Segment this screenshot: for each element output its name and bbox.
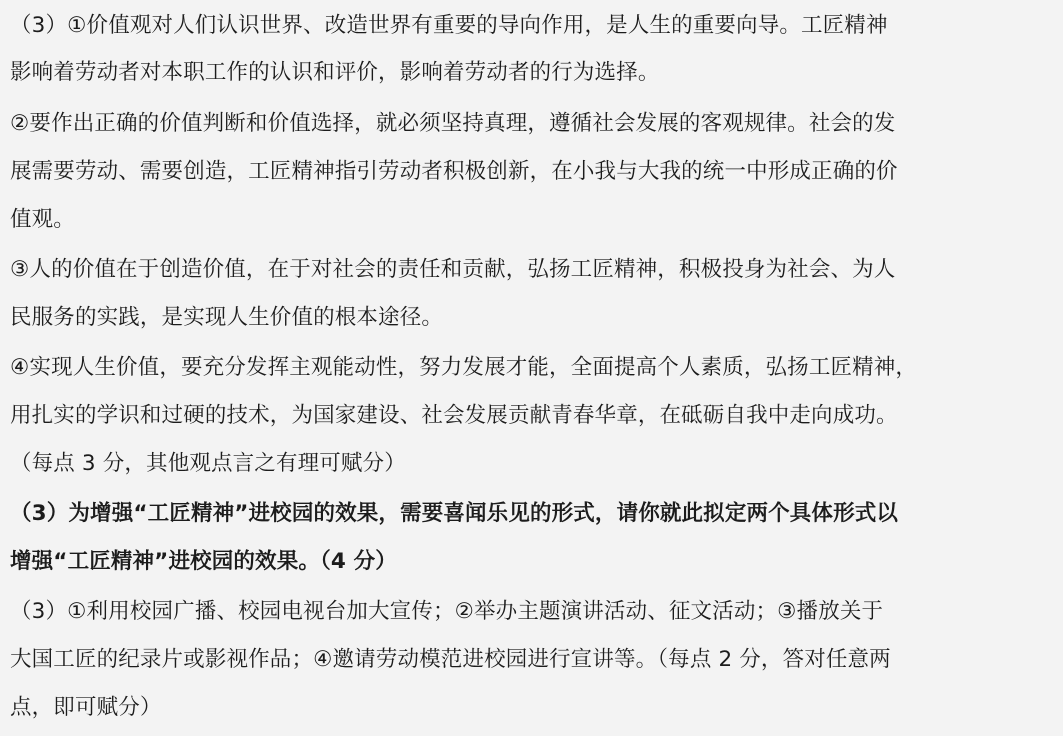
question-3-line-1: （3）为增强“工匠精神”进校园的效果，需要喜闻乐见的形式，请你就此拟定两个具体形式以 bbox=[10, 501, 899, 526]
answer-3-point-4-line-1: ④实现人生价值，要充分发挥主观能动性，努力发展才能，全面提高个人素质，弘扬工匠精神， bbox=[10, 355, 918, 380]
answer-3-point-2-line-1: ②要作出正确的价值判断和价值选择，就必须坚持真理，遵循社会发展的客观规律。社会的发 bbox=[10, 111, 896, 136]
answer-3-second-line-1: （3）①利用校园广播、校园电视台加大宣传；②举办主题演讲活动、征文活动；③播放关于 bbox=[10, 599, 884, 624]
answer-3-point-3-line-1: ③人的价值在于创造价值，在于对社会的责任和贡献，弘扬工匠精神，积极投身为社会、为人 bbox=[10, 257, 896, 282]
answer-3-point-3-line-2: 民服务的实践，是实现人生价值的根本途径。 bbox=[10, 305, 444, 330]
answer-3-second-line-2: 大国工匠的纪录片或影视作品；④邀请劳动模范进校园进行宣讲等。（每点 2 分，答对任意两 bbox=[10, 647, 891, 672]
answer-3-point-4-line-2: 用扎实的学识和过硬的技术，为国家建设、社会发展贡献青春华章，在砥砺自我中走向成功。 bbox=[10, 403, 898, 428]
question-3-line-2: 增强“工匠精神”进校园的效果。（4 分） bbox=[10, 549, 397, 574]
answer-3-point-2-line-2: 展需要劳动、需要创造，工匠精神指引劳动者积极创新，在小我与大我的统一中形成正确的价 bbox=[10, 159, 898, 184]
answer-3-point-1-line-2: 影响着劳动者对本职工作的认识和评价，影响着劳动者的行为选择。 bbox=[10, 60, 660, 85]
scoring-note-1: （每点 3 分，其他观点言之有理可赋分） bbox=[10, 451, 406, 476]
answer-3-point-2-line-3: 值观。 bbox=[10, 207, 75, 232]
answer-3-second-line-3: 点，即可赋分） bbox=[10, 695, 162, 720]
answer-3-point-1-line-1: （3）①价值观对人们认识世界、改造世界有重要的导向作用，是人生的重要向导。工匠精神 bbox=[10, 13, 888, 38]
